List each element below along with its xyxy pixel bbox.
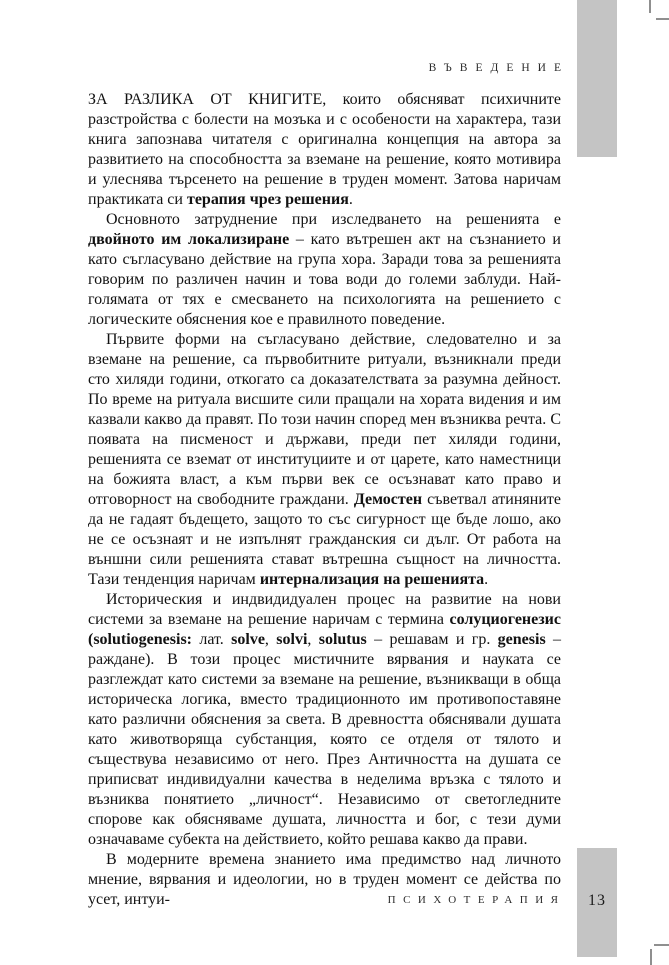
sidebar-bar-bottom <box>577 848 617 957</box>
paragraph <box>88 330 561 590</box>
page-number: 13 <box>588 892 606 909</box>
text-run: Първите форми на съгласувано действие, следователно и за вземане на решение, са първобитните ритуали, възникнали преди сто хиляди години, откогато са доказателствата за разумна дейност. По време на ритуала висшите сили пращали на хората видения и им казвали какво да правят. По този начин според мен възниква речта. С появата на писменост и държави, преди пет хиляди години, решенията се вземат от институциите и от царете, като наместници на божията власт, а към първи век се осъзнават като право и отговорност на свободните граждани. <box>88 331 561 508</box>
bold-term: солуциогенезис (solutiogenesis: <box>88 611 561 648</box>
text-run: В модерните времена знанието има предимство над личното мнение, вярвания и идеологии, но в труден момент се действа по усет, интуи- <box>88 851 561 908</box>
text-run: . <box>348 191 353 208</box>
bold-term: genesis <box>497 631 546 648</box>
paragraph <box>88 210 561 330</box>
crop-mark-top-right-vertical <box>649 0 651 13</box>
bold-term: Демостен <box>353 491 423 508</box>
bold-term: терапия чрез решения <box>186 191 349 208</box>
crop-mark-top-right-horizontal <box>656 18 669 20</box>
text-run: – раждане). В този процес мистичните вярвания и науката се разглеждат като системи за вземане на решение, възникващи в обща историческа логика, вместо традиционното им противопоставяне като различни обяснения за света. В древността обяснявали душата като животворяща субстанция, която се отделя от тялото и съществува независимо от него. През Античността на душата се приписват индивидуални качества в неделима връзка с тялото и възниква понятието „личност“. Независимо от светогледните спорове как обясняваме душата, личността и бог, с тези думи означаваме субекта на действието, който решава какво да прави. <box>88 631 562 848</box>
text-run: , <box>264 631 277 648</box>
paragraph <box>88 90 561 210</box>
running-header-title: ВЪВЕДЕНИЕ <box>428 62 569 74</box>
bold-term: solve <box>231 631 265 648</box>
paragraph <box>88 590 561 850</box>
sidebar-bar-top <box>577 0 617 157</box>
text-run: ЗА РАЗЛИКА ОТ КНИГИТЕ, които обясняват психичните разстройства с болести на мозъка и с особености на характера, тази книга запознава читателя с оригинална концепция на автора за развитието на способността за вземане на решение, която мотивира и улеснява търсенето на решение в труден момент. Затова наричам практиката си <box>88 91 561 208</box>
text-run: – като вътрешен акт на съзнанието и като съгласувано действие на група хора. Заради това за решенията говорим по различен начин и това води до големи заблуди. Най-голямата от тях е смесването на психологията на решението с логическите обяснения кое е правилното поведение. <box>88 231 561 328</box>
text-run: . <box>484 571 489 588</box>
crop-mark-bottom-right-horizontal <box>654 944 669 946</box>
text-run: лат. <box>192 631 232 648</box>
text-run: Основното затруднение при изследването на решенията е <box>106 211 561 228</box>
bold-term: интернализация на решенията <box>259 571 485 588</box>
text-run: Историческия и индвидидуален процес на развитие на нови системи за вземане на решение наричам с термина <box>88 591 561 628</box>
text-run: , <box>307 631 319 648</box>
body-text-column <box>88 90 561 910</box>
crop-mark-bottom-right-vertical <box>650 949 652 965</box>
text-run: – решавам и гр. <box>366 631 498 648</box>
text-run: съветвал атиняните да не гадаят бъдещето, защото то със сигурност ще бъде лошо, ако не се осъзнаят и не изпълнят гражданския си дълг. От работа на външни сили решенията стават вътрешна същност на личността. Тази тенденция наричам <box>88 491 561 588</box>
running-footer-title: ПСИХОТЕРАПИЯ <box>387 894 566 906</box>
bold-term: двойното им локализиране <box>88 231 290 248</box>
bold-term: solutus <box>318 631 367 648</box>
bold-term: solvi <box>276 631 308 648</box>
